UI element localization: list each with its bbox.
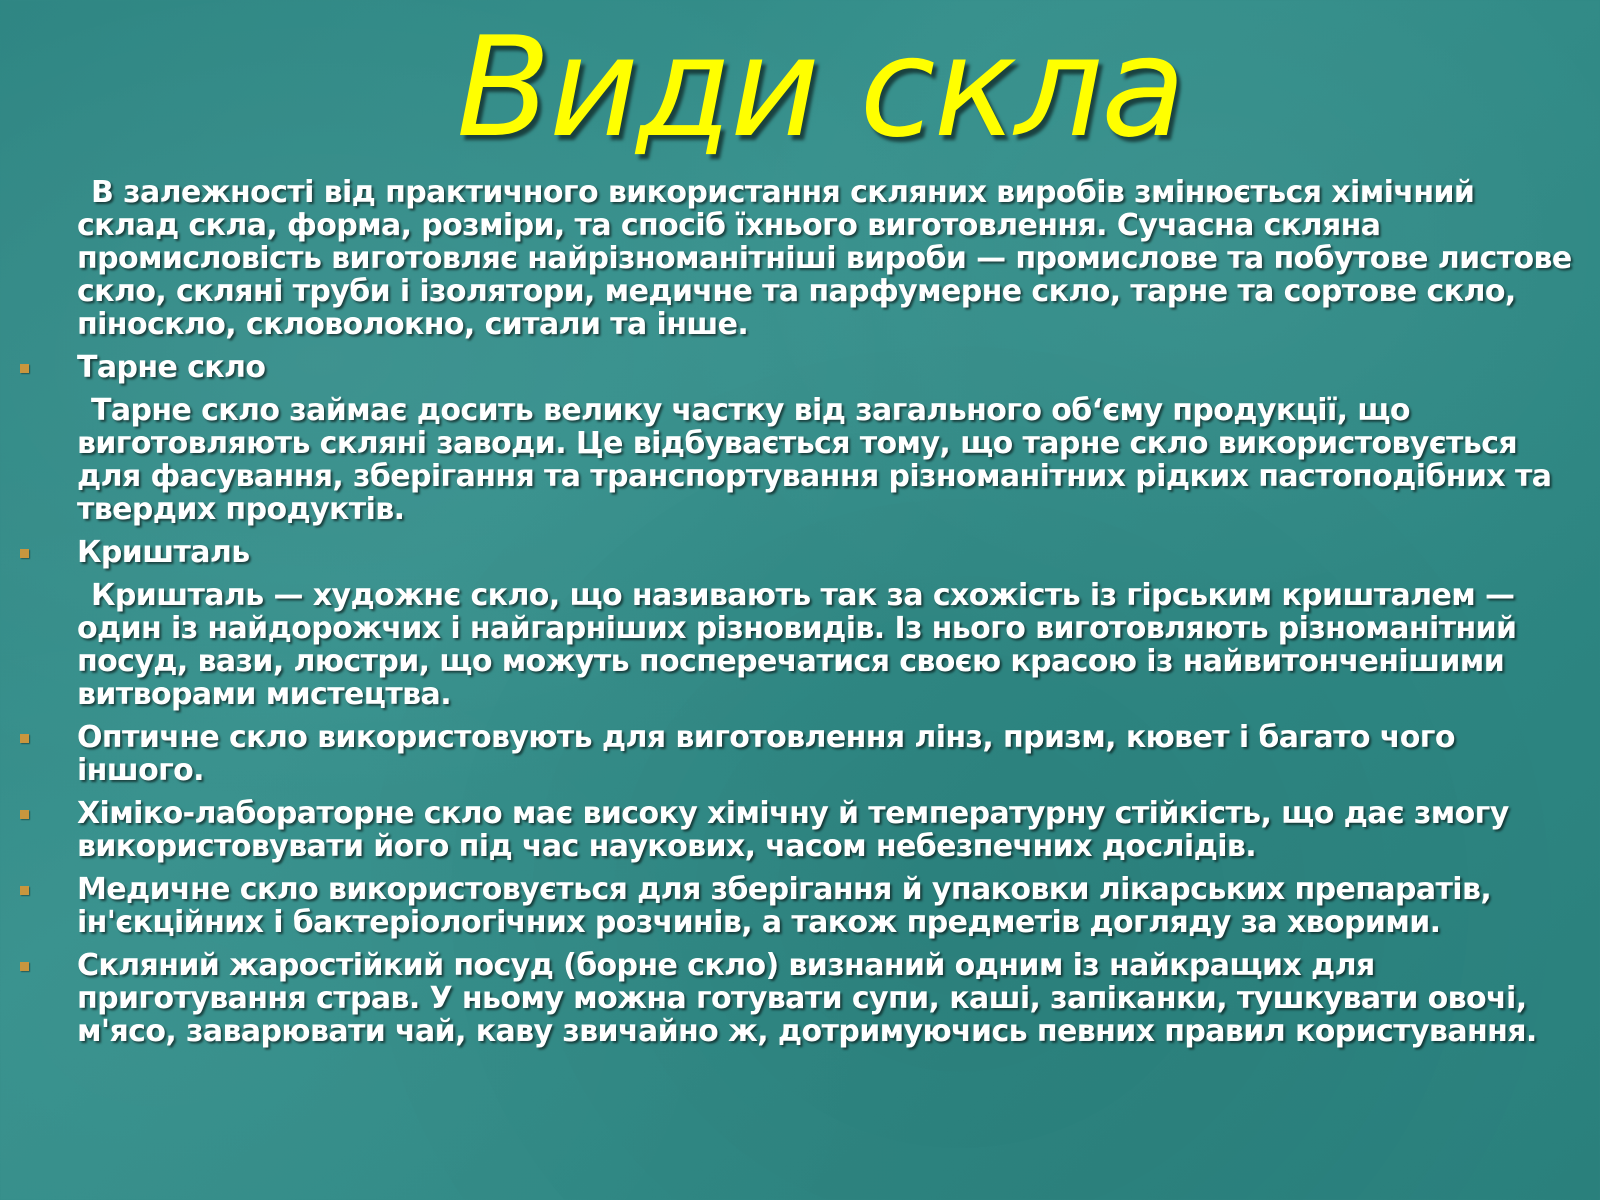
slide-content (20, 176, 1575, 1048)
square-bullet-icon (20, 810, 29, 819)
square-bullet-icon (20, 734, 29, 743)
intro-text: В залежності від практичного використання скляних виробів змінюється хімічний склад скла, форма, розміри, та спосіб їхнього виготовлення. Сучасна скляна промисловість виготовляє найрізноманітніші вироби — промислове та побутове листове скло, скляні труби і ізолятори, медичне та парфумерне скло, тарне та сортове скло, піноскло, скловолокно, ситали та інше. (77, 175, 1572, 342)
square-bullet-icon (20, 549, 29, 558)
list-item (20, 721, 1575, 787)
crystal-paragraph (20, 579, 1575, 711)
tare-paragraph (20, 394, 1575, 526)
list-item (20, 873, 1575, 939)
tare-text: Тарне скло займає досить велику частку від загального об‘єму продукції, що виготовляють скляні заводи. Це відбувається тому, що тарне скло використовується для фасування, зберігання та транспортування різноманітних рідких пастоподібних та твердих продуктів. (77, 393, 1552, 527)
list-item-crystal-heading (20, 536, 1575, 569)
crystal-text: Кришталь — художнє скло, що називають так за схожість із гірським кришталем — один із найдорожчих і найгарніших різновидів. Із нього виготовляють різноманітний посуд, вази, люстри, що можуть посперечатися своєю красою із найвитонченішими витворами мистецтва. (77, 578, 1517, 712)
square-bullet-icon (20, 364, 29, 373)
bullet-text-optical: Оптичне скло використовують для виготовлення лінз, призм, кювет і багато чого іншого. (77, 720, 1455, 788)
bullet-text-borosilicate: Скляний жаростійкий посуд (борне скло) визнаний одним із найкращих для приготування страв. У ньому можна готувати супи, каші, запіканки, тушкувати овочі, м'ясо, заварювати чай, каву звичайно ж, дотримуючись певних правил користування. (77, 948, 1537, 1049)
bullet-text-lab: Хіміко-лабораторне скло має високу хімічну й температурну стійкість, що дає змогу використовувати його під час наукових, часом небезпечних дослідів. (77, 796, 1509, 864)
list-item-tare-heading (20, 351, 1575, 384)
list-item (20, 797, 1575, 863)
crystal-heading: Кришталь (77, 535, 250, 570)
tare-heading: Тарне скло (77, 350, 266, 385)
bullet-text-medical: Медичне скло використовується для зберігання й упаковки лікарських препаратів, ін'єкційних і бактеріологічних розчинів, а також предметів догляду за хворими. (77, 872, 1492, 940)
square-bullet-icon (20, 962, 29, 971)
list-item (20, 949, 1575, 1048)
intro-paragraph (20, 176, 1575, 341)
square-bullet-icon (20, 886, 29, 895)
slide-title: Види скла (456, 7, 1184, 168)
